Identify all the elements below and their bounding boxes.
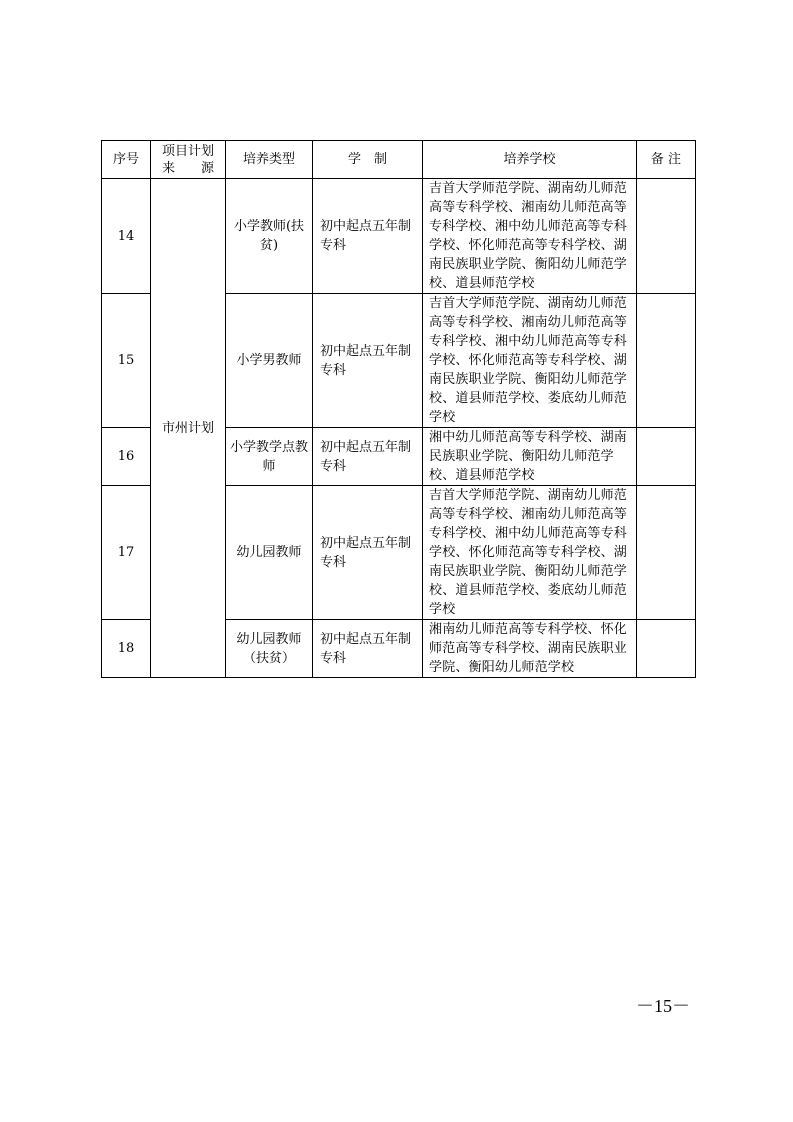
row-type: 小学教师(扶贫) xyxy=(226,179,313,294)
header-source-line1: 项目计划 xyxy=(161,143,214,159)
row-note xyxy=(637,428,696,486)
row-no: 16 xyxy=(102,428,151,486)
row-schools: 吉首大学师范学院、湖南幼儿师范高等专科学校、湘南幼儿师范高等专科学校、湘中幼儿师范高等专科学校、怀化师范高等专科学校、湖南民族职业学院、衡阳幼儿师范学校、道县师范学校、娄底幼儿师范学校 xyxy=(423,294,637,428)
row-note xyxy=(637,486,696,620)
row-note xyxy=(637,294,696,428)
header-system: 学 制 xyxy=(313,141,423,179)
row-type: 幼儿园教师 xyxy=(226,486,313,620)
header-note: 备 注 xyxy=(637,141,696,179)
header-no: 序号 xyxy=(102,141,151,179)
row-system: 初中起点五年制专科 xyxy=(313,486,423,620)
header-schools: 培养学校 xyxy=(423,141,637,179)
row-note xyxy=(637,179,696,294)
row-schools: 湘南幼儿师范高等专科学校、怀化师范高等专科学校、湖南民族职业学院、衡阳幼儿师范学校 xyxy=(423,620,637,678)
row-no: 17 xyxy=(102,486,151,620)
row-no: 18 xyxy=(102,620,151,678)
row-no: 15 xyxy=(102,294,151,428)
row-schools: 吉首大学师范学院、湖南幼儿师范高等专科学校、湘南幼儿师范高等专科学校、湘中幼儿师范高等专科学校、怀化师范高等专科学校、湖南民族职业学院、衡阳幼儿师范学校、道县师范学校、娄底幼儿师范学校 xyxy=(423,486,637,620)
source-merged-cell: 市州计划 xyxy=(151,179,226,678)
header-source-line2: 来 源 xyxy=(161,160,214,176)
table-header-row xyxy=(102,141,696,179)
row-system: 初中起点五年制专科 xyxy=(313,428,423,486)
page-number: －15－ xyxy=(636,996,690,1016)
header-source xyxy=(151,141,226,179)
row-no: 14 xyxy=(102,179,151,294)
row-type: 小学男教师 xyxy=(226,294,313,428)
row-type: 幼儿园教师（扶贫） xyxy=(226,620,313,678)
table-row xyxy=(102,179,696,294)
row-schools: 吉首大学师范学院、湖南幼儿师范高等专科学校、湘南幼儿师范高等专科学校、湘中幼儿师范高等专科学校、怀化师范高等专科学校、湖南民族职业学院、衡阳幼儿师范学校、道县师范学校 xyxy=(423,179,637,294)
row-type: 小学教学点教师 xyxy=(226,428,313,486)
row-note xyxy=(637,620,696,678)
row-system: 初中起点五年制专科 xyxy=(313,294,423,428)
plan-table xyxy=(101,140,696,678)
row-system: 初中起点五年制专科 xyxy=(313,179,423,294)
row-system: 初中起点五年制专科 xyxy=(313,620,423,678)
header-type: 培养类型 xyxy=(226,141,313,179)
row-schools: 湘中幼儿师范高等专科学校、湖南民族职业学院、衡阳幼儿师范学校、道县师范学校 xyxy=(423,428,637,486)
